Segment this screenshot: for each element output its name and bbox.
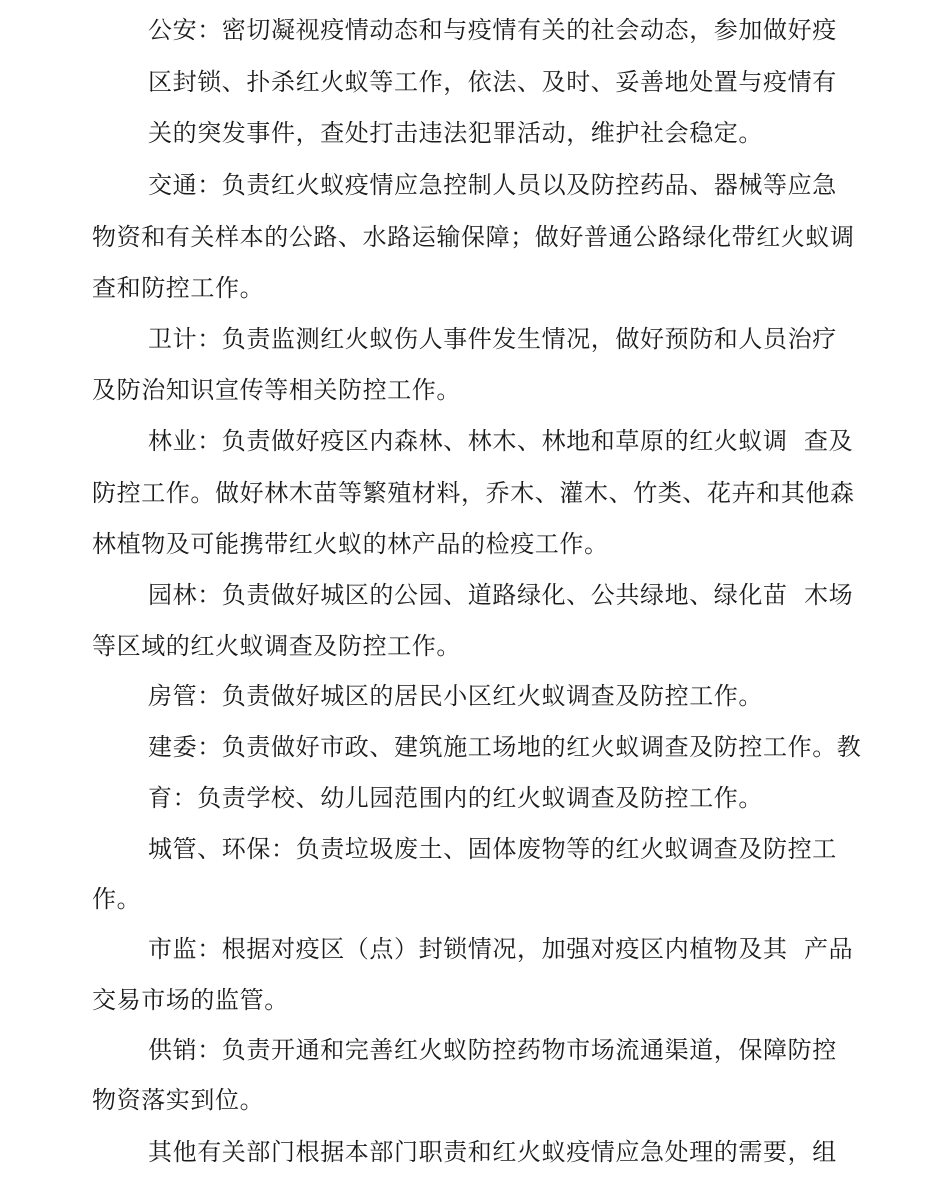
text-line: 关的突发事件，查处打击违法犯罪活动，维护社会稳定。 (148, 119, 763, 147)
text-line: 房管：负责做好城区的居民小区红火蚁调查及防控工作。 (148, 682, 763, 710)
text-line: 及防治知识宣传等相关防控工作。 (92, 376, 461, 404)
text-line: 交易市场的监管。 (92, 986, 289, 1014)
text-line: 区封锁、扑杀红火蚁等工作，依法、及时、妥善地处置与疫情有 (148, 68, 837, 96)
text-line: 建委：负责做好市政、建筑施工场地的红火蚁调查及防控工作。教 (148, 733, 862, 761)
text-line: 物资落实到位。 (92, 1086, 265, 1114)
text-line: 公安：密切凝视疫情动态和与疫情有关的社会动态，参加做好疫 (148, 16, 837, 44)
text-line: 园林：负责做好城区的公园、道路绿化、公共绿地、绿化苗 木场 (148, 581, 854, 609)
text-line: 育：负责学校、幼儿园范围内的红火蚁调查及防控工作。 (148, 784, 763, 812)
text-line: 卫计：负责监测红火蚁伤人事件发生情况，做好预防和人员治疗 (148, 325, 837, 353)
text-line: 供销：负责开通和完善红火蚁防控药物市场流通渠道，保障防控 (148, 1036, 837, 1064)
text-line: 城管、环保：负责垃圾废土、固体废物等的红火蚁调查及防控工 (148, 835, 837, 863)
text-line: 查和防控工作。 (92, 274, 265, 302)
text-line: 林业：负责做好疫区内森林、林木、林地和草原的红火蚁调 查及 (148, 427, 854, 455)
text-line: 防控工作。做好林木苗等繁殖材料，乔木、灌木、竹类、花卉和其他森 (92, 479, 855, 507)
text-line: 等区域的红火蚁调查及防控工作。 (92, 632, 461, 660)
text-line: 其他有关部门根据本部门职责和红火蚁疫情应急处理的需要，组 (148, 1138, 837, 1166)
text-line: 交通：负责红火蚁疫情应急控制人员以及防控药品、器械等应急 (148, 171, 837, 199)
text-line: 林植物及可能携带红火蚁的林产品的检疫工作。 (92, 530, 609, 558)
text-line: 物资和有关样本的公路、水路运输保障；做好普通公路绿化带红火蚁调 (92, 223, 855, 251)
text-line: 作。 (92, 885, 142, 913)
text-line: 市监：根据对疫区（点）封锁情况，加强对疫区内植物及其 产品 (148, 935, 854, 963)
